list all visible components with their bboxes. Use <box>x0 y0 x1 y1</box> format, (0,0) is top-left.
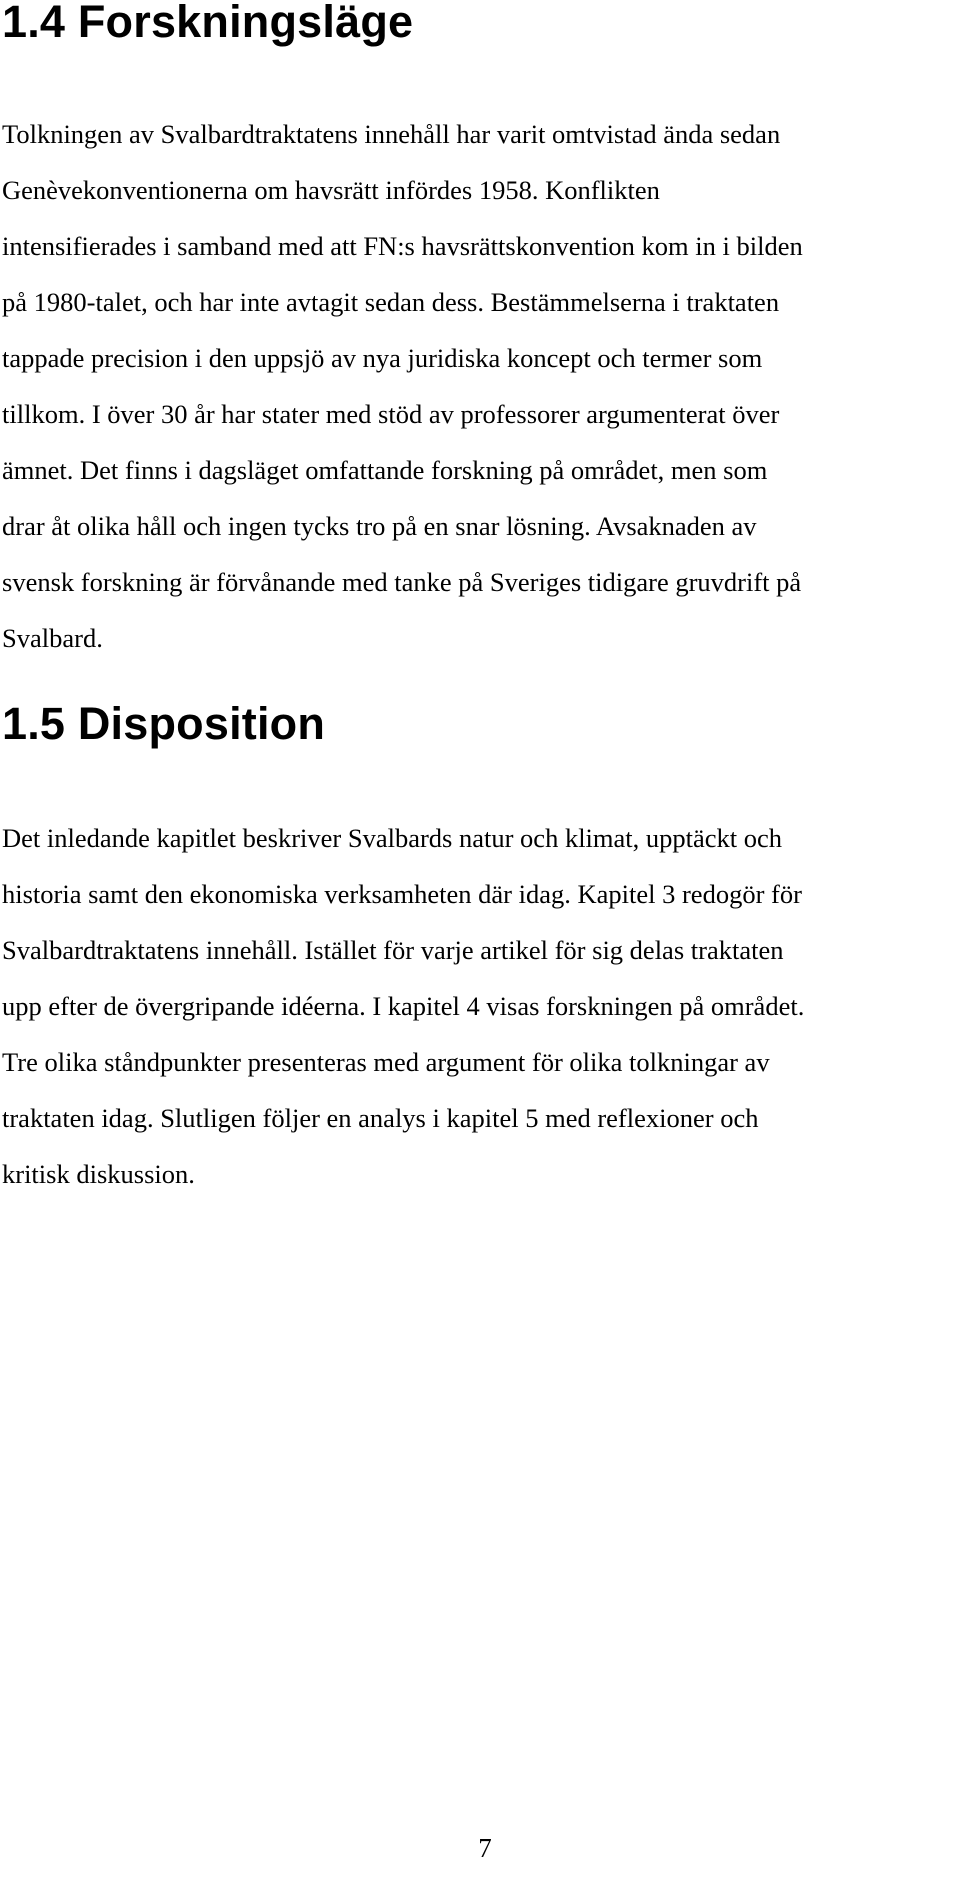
paragraph-line: Genèvekonventionerna om havsrätt infördes 1958. Konflikten <box>2 175 660 205</box>
paragraph-line: Svalbard. <box>2 623 103 653</box>
page-number: 7 <box>478 1833 492 1863</box>
paragraph-line: traktaten idag. Slutligen följer en analys i kapitel 5 med reflexioner och <box>2 1103 759 1133</box>
paragraph-disposition <box>2 810 954 1202</box>
paragraph-line: Svalbardtraktatens innehåll. Istället för varje artikel för sig delas traktaten <box>2 935 784 965</box>
section-heading-forskningslage: 1.4 Forskningsläge <box>2 0 414 47</box>
paragraph-line: ämnet. Det finns i dagsläget omfattande forskning på området, men som <box>2 455 768 485</box>
paragraph-line: Tre olika ståndpunkter presenteras med argument för olika tolkningar av <box>2 1047 770 1077</box>
paragraph-line: tillkom. I över 30 år har stater med stöd av professorer argumenterat över <box>2 399 780 429</box>
paragraph-line: historia samt den ekonomiska verksamheten där idag. Kapitel 3 redogör för <box>2 879 802 909</box>
paragraph-line: drar åt olika håll och ingen tycks tro på en snar lösning. Avsaknaden av <box>2 511 757 541</box>
paragraph-line: intensifierades i samband med att FN:s havsrättskonvention kom in i bilden <box>2 231 803 261</box>
paragraph-line: på 1980-talet, och har inte avtagit sedan dess. Bestämmelserna i traktaten <box>2 287 780 317</box>
paragraph-line: svensk forskning är förvånande med tanke på Sveriges tidigare gruvdrift på <box>2 567 802 597</box>
section-heading-disposition: 1.5 Disposition <box>2 698 326 749</box>
paragraph-line: kritisk diskussion. <box>2 1159 195 1189</box>
paragraph-line: upp efter de övergripande idéerna. I kapitel 4 visas forskningen på området. <box>2 991 805 1021</box>
paragraph-forskningslage <box>2 106 954 666</box>
paragraph-line: Det inledande kapitlet beskriver Svalbards natur och klimat, upptäckt och <box>2 823 783 853</box>
paragraph-line: Tolkningen av Svalbardtraktatens innehåll har varit omtvistad ända sedan <box>2 119 781 149</box>
paragraph-line: tappade precision i den uppsjö av nya juridiska koncept och termer som <box>2 343 763 373</box>
